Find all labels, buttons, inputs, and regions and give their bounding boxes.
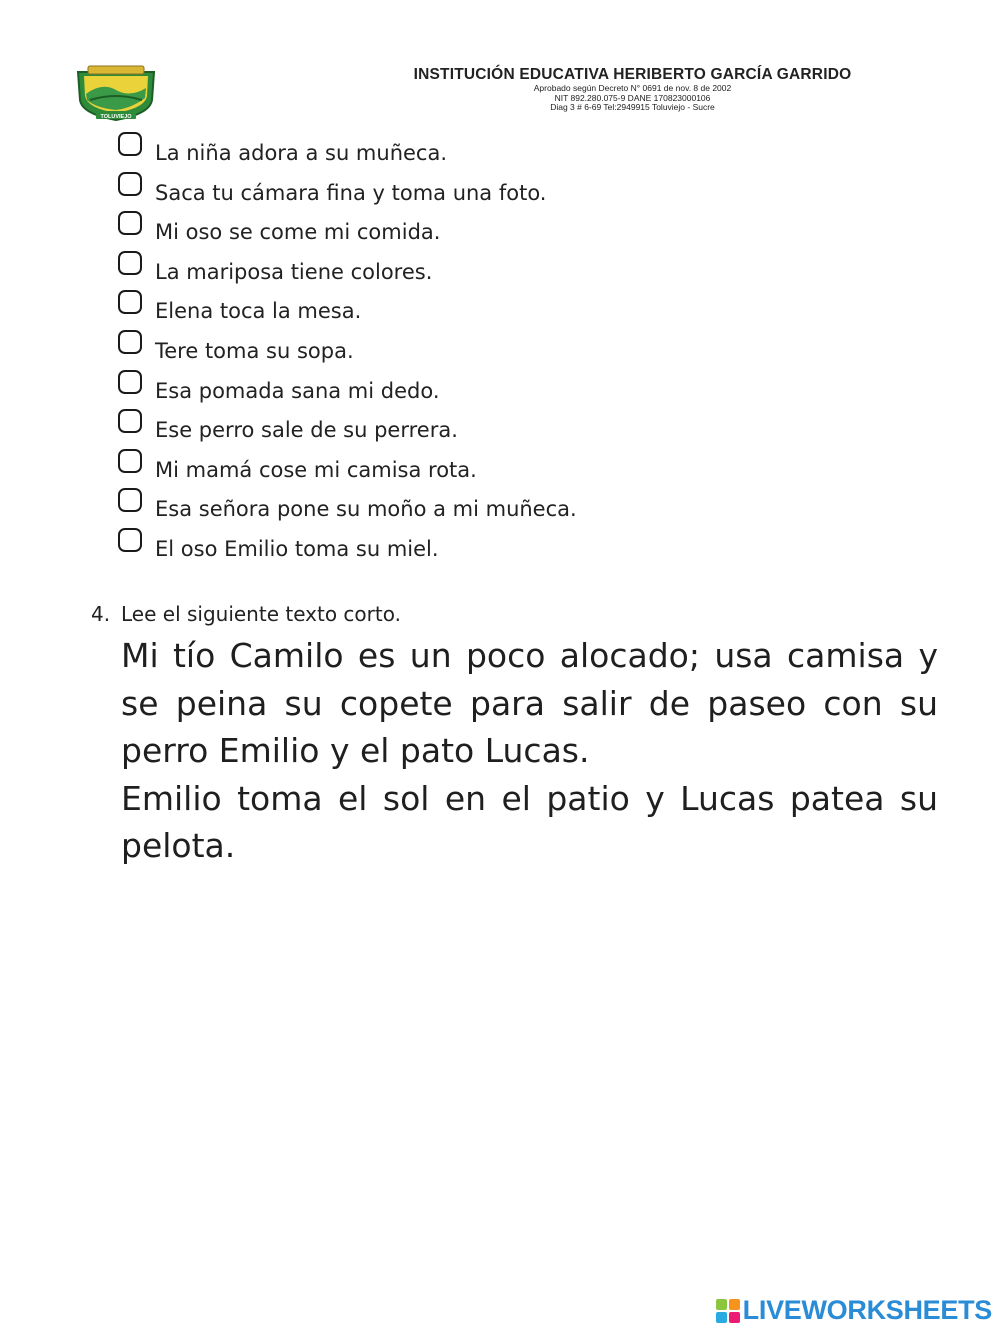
address-line: Diag 3 # 6-69 Tel:2949915 Toluviejo - Sucre — [550, 102, 715, 112]
checklist-item — [118, 249, 577, 289]
checkbox[interactable] — [118, 528, 142, 552]
checklist-item-label: Esa pomada sana mi dedo. — [155, 378, 440, 403]
story-paragraph: Emilio toma el sol en el patio y Lucas patea su pelota. — [121, 778, 938, 865]
checkbox[interactable] — [118, 409, 142, 433]
ids-line: NIT 892.280.075-9 DANE 170823000106 — [554, 92, 711, 103]
short-story — [121, 632, 938, 870]
checklist-item — [118, 288, 577, 328]
checklist-item-label: Esa señora pone su moño a mi muñeca. — [155, 497, 577, 522]
logo-text: TOLUVIEJO — [100, 114, 132, 120]
header-block — [340, 66, 925, 113]
checklist-item — [118, 407, 577, 447]
school-logo — [72, 64, 160, 122]
checkbox[interactable] — [118, 370, 142, 394]
checklist-item-label: La mariposa tiene colores. — [155, 259, 433, 284]
liveworksheets-brand — [715, 1295, 992, 1326]
checklist-item-label: Elena toca la mesa. — [155, 299, 362, 324]
story-paragraph: Mi tío Camilo es un poco alocado; usa camisa y se peina su copete para salir de paseo con su perro Emilio y el pato Lucas. — [121, 636, 938, 770]
checklist-item-label: Tere toma su sopa. — [155, 338, 354, 363]
checklist-item — [118, 209, 577, 249]
checklist-item-label: Ese perro sale de su perrera. — [155, 418, 458, 443]
checklist-item-label: Mi oso se come mi comida. — [155, 220, 441, 245]
institution-name: INSTITUCIÓN EDUCATIVA HERIBERTO GARCÍA GARRIDO — [413, 66, 852, 83]
liveworksheets-icon — [715, 1298, 741, 1324]
checkbox[interactable] — [118, 330, 142, 354]
section-number: 4. — [91, 602, 111, 626]
checklist-item — [118, 328, 577, 368]
checklist-item — [118, 447, 577, 487]
checklist-item — [118, 170, 577, 210]
checklist-item-label: Saca tu cámara fina y toma una foto. — [155, 180, 547, 205]
section-4-heading — [91, 602, 401, 626]
checklist-item — [118, 368, 577, 408]
checklist-item-label: El oso Emilio toma su miel. — [155, 536, 439, 561]
checkbox[interactable] — [118, 251, 142, 275]
approval-line: Aprobado según Decreto N° 0691 de nov. 8 de 2002 — [533, 83, 732, 93]
brand-name: LIVEWORKSHEETS — [742, 1295, 992, 1325]
checkbox[interactable] — [118, 172, 142, 196]
checkbox[interactable] — [118, 488, 142, 512]
sentence-checklist — [118, 130, 577, 566]
checkbox[interactable] — [118, 211, 142, 235]
checklist-item — [118, 130, 577, 170]
checkbox[interactable] — [118, 132, 142, 156]
checklist-item — [118, 486, 577, 526]
checkbox[interactable] — [118, 290, 142, 314]
checklist-item — [118, 526, 577, 566]
section-instruction: Lee el siguiente texto corto. — [121, 602, 401, 626]
checklist-item-label: La niña adora a su muñeca. — [155, 141, 448, 165]
checkbox[interactable] — [118, 449, 142, 473]
checklist-item-label: Mi mamá cose mi camisa rota. — [155, 457, 477, 482]
